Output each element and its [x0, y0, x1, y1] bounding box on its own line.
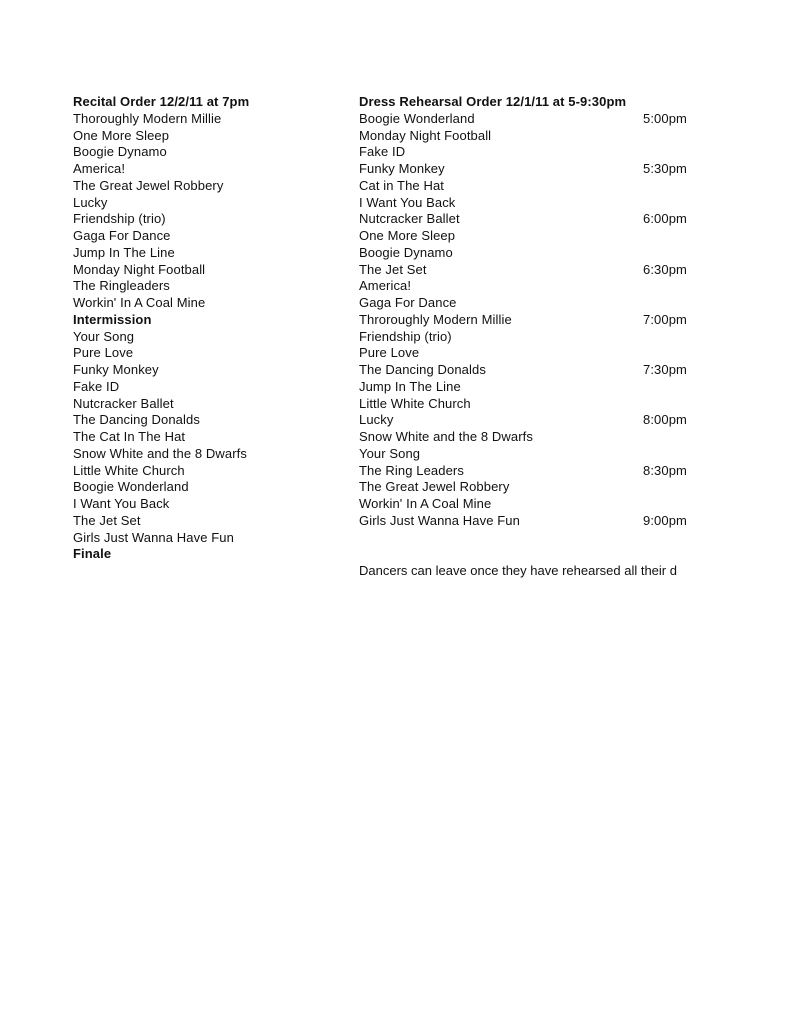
rehearsal-item-title: Friendship (trio) [359, 328, 452, 344]
recital-list-item: One More Sleep [73, 127, 170, 143]
rehearsal-item-title: The Great Jewel Robbery [359, 479, 510, 495]
recital-list-item: Workin' In A Coal Mine [73, 295, 206, 310]
recital-order-list [73, 111, 343, 563]
recital-order-heading: Recital Order 12/2/11 at 7pm [73, 94, 250, 109]
rehearsal-list-item [359, 312, 719, 329]
rehearsal-item-title: Lucky [359, 412, 394, 428]
rehearsal-list-item [359, 278, 719, 295]
rehearsal-item-title: Boogie Wonderland [359, 110, 475, 126]
rehearsal-item-title: Little White Church [359, 395, 471, 411]
recital-list-item: The Ringleaders [73, 278, 170, 294]
recital-order-column [73, 94, 343, 563]
recital-list-item: Thoroughly Modern Millie [73, 110, 222, 126]
rehearsal-item-title: Snow White and the 8 Dwarfs [359, 429, 533, 444]
recital-section-label: Intermission [73, 311, 152, 327]
rehearsal-item-title: Monday Night Football [359, 127, 492, 143]
rehearsal-list-item [359, 178, 719, 195]
recital-list-item: Boogie Wonderland [73, 479, 189, 495]
rehearsal-list-item [359, 128, 719, 145]
recital-list-item: Monday Night Football [73, 261, 206, 277]
rehearsal-list-item [359, 396, 719, 413]
recital-list-item: Fake ID [73, 378, 120, 394]
rehearsal-item-title: Cat in The Hat [359, 177, 444, 193]
rehearsal-item-title: One More Sleep [359, 228, 456, 243]
recital-list-item: Friendship (trio) [73, 211, 166, 227]
rehearsal-item-title: Fake ID [359, 144, 406, 160]
rehearsal-item-time: 9:00pm [643, 512, 687, 528]
rehearsal-list-item [359, 144, 719, 161]
rehearsal-list-item [359, 161, 719, 178]
rehearsal-note: Dancers can leave once they have rehearsed all their d [359, 563, 677, 578]
rehearsal-list-item [359, 345, 719, 362]
rehearsal-item-time: 8:00pm [643, 412, 687, 428]
recital-list-item: The Jet Set [73, 512, 141, 528]
rehearsal-list-item [359, 295, 719, 312]
rehearsal-item-title: Pure Love [359, 345, 420, 361]
rehearsal-list-item [359, 496, 719, 513]
rehearsal-order-column [359, 94, 719, 530]
rehearsal-item-title: Throroughly Modern Millie [359, 311, 512, 327]
rehearsal-list-item [359, 446, 719, 463]
rehearsal-item-title: Funky Monkey [359, 161, 445, 176]
rehearsal-list-item [359, 245, 719, 262]
rehearsal-list-item [359, 111, 719, 128]
rehearsal-item-time: 8:30pm [643, 462, 687, 478]
recital-list-item: Gaga For Dance [73, 228, 171, 243]
rehearsal-item-time: 7:00pm [643, 311, 687, 327]
rehearsal-item-title: Your Song [359, 445, 421, 461]
recital-list-item: Pure Love [73, 345, 134, 361]
rehearsal-list-item [359, 211, 719, 228]
rehearsal-list-item [359, 228, 719, 245]
rehearsal-item-time: 6:00pm [643, 211, 687, 227]
recital-section-label: Finale [73, 546, 112, 562]
rehearsal-item-title: Workin' In A Coal Mine [359, 496, 492, 511]
rehearsal-list-item [359, 195, 719, 212]
recital-list-item: Boogie Dynamo [73, 144, 167, 160]
rehearsal-item-title: The Ring Leaders [359, 462, 464, 478]
rehearsal-list-item [359, 429, 719, 446]
rehearsal-list-item [359, 362, 719, 379]
rehearsal-list-item [359, 412, 719, 429]
rehearsal-order-list [359, 111, 719, 530]
rehearsal-item-time: 5:00pm [643, 110, 687, 126]
rehearsal-item-title: Nutcracker Ballet [359, 211, 460, 227]
recital-list-item: Lucky [73, 194, 108, 210]
rehearsal-list-item [359, 329, 719, 346]
rehearsal-item-time: 6:30pm [643, 261, 687, 277]
recital-list-item: Snow White and the 8 Dwarfs [73, 445, 247, 461]
rehearsal-item-time: 7:30pm [643, 362, 687, 377]
recital-list-item: Your Song [73, 328, 135, 344]
rehearsal-list-item [359, 379, 719, 396]
rehearsal-item-title: Gaga For Dance [359, 295, 457, 310]
rehearsal-item-title: The Jet Set [359, 261, 427, 277]
recital-list-item: Funky Monkey [73, 362, 159, 377]
recital-list-item: I Want You Back [73, 496, 170, 511]
rehearsal-item-title: Boogie Dynamo [359, 244, 453, 260]
rehearsal-list-item [359, 513, 719, 530]
rehearsal-list-item [359, 262, 719, 279]
rehearsal-list-item [359, 479, 719, 496]
rehearsal-item-title: Jump In The Line [359, 378, 461, 394]
rehearsal-item-title: I Want You Back [359, 194, 456, 210]
recital-list-item: Nutcracker Ballet [73, 395, 174, 411]
recital-list-item: Girls Just Wanna Have Fun [73, 529, 234, 545]
recital-list-item: The Great Jewel Robbery [73, 177, 224, 193]
recital-list-item: Jump In The Line [73, 244, 175, 260]
recital-list-item: The Dancing Donalds [73, 412, 200, 428]
rehearsal-item-title: America! [359, 278, 412, 294]
recital-list-item: America! [73, 161, 126, 176]
rehearsal-order-heading: Dress Rehearsal Order 12/1/11 at 5-9:30pm [359, 94, 627, 109]
recital-list-item: Little White Church [73, 462, 185, 478]
rehearsal-list-item [359, 463, 719, 480]
rehearsal-item-title: Girls Just Wanna Have Fun [359, 512, 520, 528]
rehearsal-item-title: The Dancing Donalds [359, 362, 486, 377]
recital-list-item: The Cat In The Hat [73, 429, 186, 444]
rehearsal-item-time: 5:30pm [643, 161, 687, 176]
